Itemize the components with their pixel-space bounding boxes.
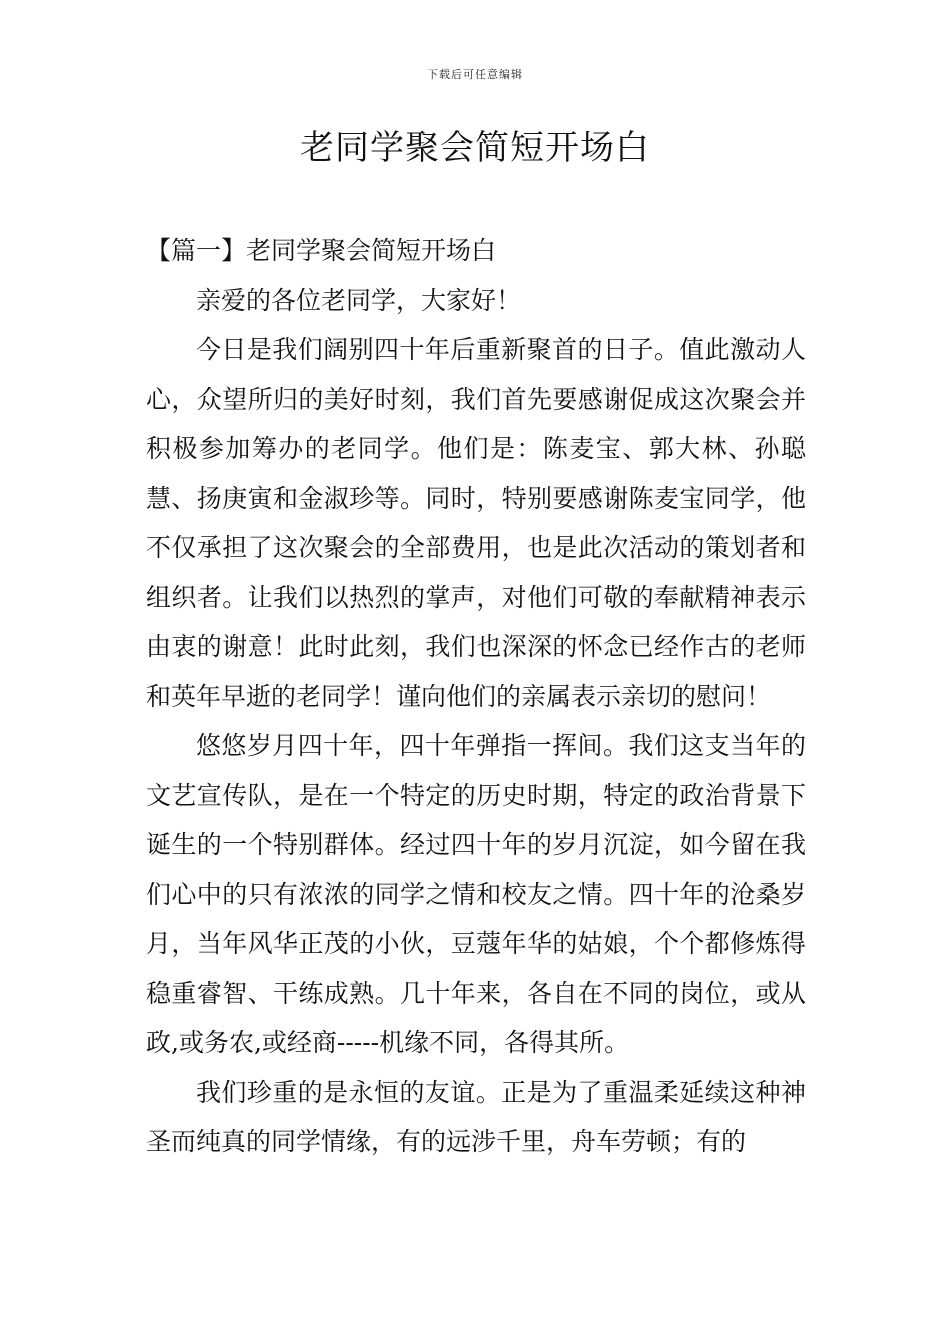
paragraph-greeting: 亲爱的各位老同学，大家好！ xyxy=(196,285,522,315)
header-note: 下载后可任意编辑 xyxy=(427,68,523,81)
document-title: 老同学聚会简短开场白 xyxy=(300,128,650,168)
paragraph-friendship: 我们珍重的是永恒的友谊。正是为了重温柔延续这种神圣而纯真的同学情缘，有的远涉千里，舟车劳顿；有的 xyxy=(146,1077,806,1156)
paragraph-thanks: 今日是我们阔别四十年后重新聚首的日子。值此激动人心，众望所归的美好时刻，我们首先要感谢促成这次聚会并积极参加筹办的老同学。他们是：陈麦宝、郭大林、孙聪慧、扬庚寅和金淑珍等。同时，特别要感谢陈麦宝同学，他不仅承担了这次聚会的全部费用，也是此次活动的策划者和组织者。让我们以热烈的掌声，对他们可敬的奉献精神表示由衷的谢意！此时此刻，我们也深深的怀念已经作古的老师和英年早逝的老同学！谨向他们的亲属表示亲切的慰问！ xyxy=(146,335,806,711)
document-body xyxy=(146,226,806,1167)
paragraph-years: 悠悠岁月四十年，四十年弹指一挥间。我们这支当年的文艺宣传队，是在一个特定的历史时期，特定的政治背景下诞生的一个特别群体。经过四十年的岁月沉淀，如今留在我们心中的只有浓浓的同学之情和校友之情。四十年的沧桑岁月，当年风华正茂的小伙，豆蔻年华的姑娘，个个都修炼得稳重睿智、干练成熟。几十年来，各自在不同的岗位，或从政,或务农,或经商-----机缘不同，各得其所。 xyxy=(146,731,806,1057)
section-heading: 【篇一】老同学聚会简短开场白 xyxy=(146,236,497,265)
